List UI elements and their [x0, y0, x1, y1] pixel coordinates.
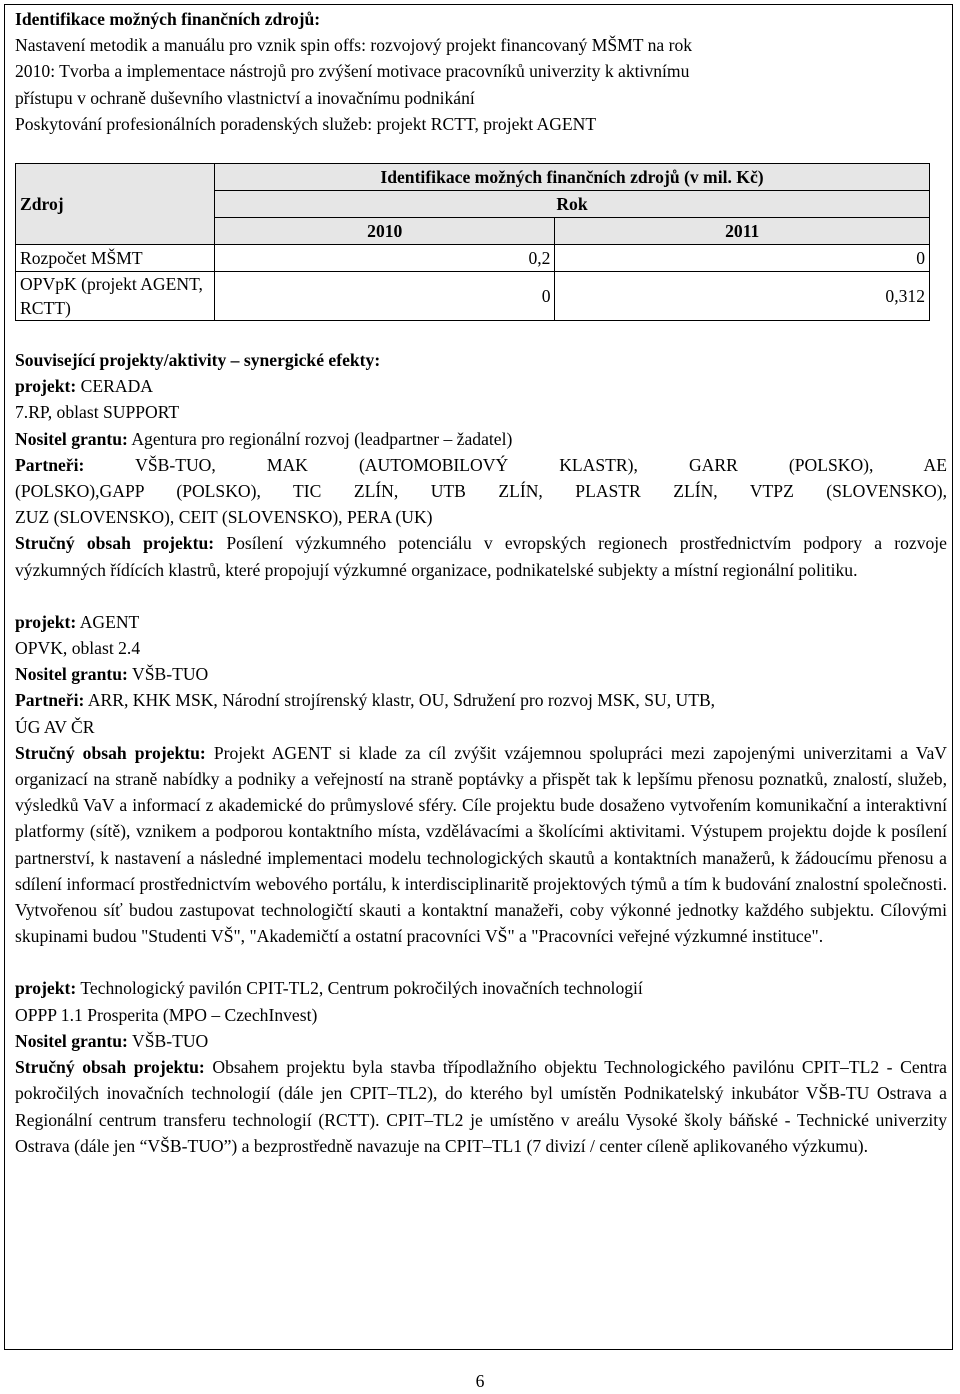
agent-partners-line-2: ÚG AV ČR [15, 716, 95, 737]
cerada-nositel-value: Agentura pro regionální rozvoj (leadpartner – žadatel) [131, 428, 513, 449]
projekt-label: projekt: [15, 611, 77, 632]
intro-line-3: přístupu v ochraně duševního vlastnictví a inovačnímu podnikání [15, 87, 475, 108]
table-cell-2010: 0 [215, 272, 555, 321]
agent-name: AGENT [79, 611, 140, 632]
agent-nositel-value: VŠB-TUO [131, 664, 209, 685]
agent-program: OPVK, oblast 2.4 [15, 638, 141, 659]
agent-title [15, 609, 947, 635]
partneri-label: Partneři: [15, 454, 85, 475]
table-year-2011: 2011 [555, 218, 930, 245]
table-cell-2011: 0 [555, 245, 930, 272]
cpit-summary [15, 1054, 947, 1159]
nositel-label: Nositel grantu: [15, 664, 128, 685]
table-year-2010: 2010 [215, 218, 555, 245]
projekt-label: projekt: [15, 376, 77, 397]
table-cell-source: OPVpK (projekt AGENT, RCTT) [16, 272, 215, 321]
obsah-label: Stručný obsah projektu: [15, 742, 206, 763]
cerada-partners-line-1 [15, 452, 947, 478]
cerada-partners-line-3: ZUZ (SLOVENSKO), CEIT (SLOVENSKO), PERA (UK) [15, 507, 433, 528]
intro-line-2: 2010: Tvorba a implementace nástrojů pro zvýšení motivace pracovníků univerzity k aktivnímu [15, 61, 690, 82]
finance-table [15, 163, 930, 321]
obsah-label: Stručný obsah projektu: [15, 1057, 205, 1078]
table-row [16, 245, 930, 272]
table-year-header: Rok [215, 191, 930, 218]
cerada-partners-line-2: (POLSKO),GAPP (POLSKO), TIC ZLÍN, UTB ZLÍN, PLASTR ZLÍN, VTPZ (SLOVENSKO), [15, 481, 947, 502]
cerada-summary-text: Posílení výzkumného potenciálu v evropských regionech prostřednictvím podpory a rozvoje výzkumných řídících klastrů, které propojují výzkumné organizace, podnikatelské subjekty a místní regionální politiku. [15, 533, 947, 580]
cerada-summary [15, 530, 947, 582]
nositel-label: Nositel grantu: [15, 428, 128, 449]
intro-line-4: Poskytování profesionálních poradenských služeb: projekt RCTT, projekt AGENT [15, 113, 597, 134]
table-cell-source: Rozpočet MŠMT [16, 245, 215, 272]
cerada-nositel [15, 426, 947, 452]
partneri-label: Partneři: [15, 690, 85, 711]
table-title: Identifikace možných finančních zdrojů (v mil. Kč) [215, 164, 930, 191]
cpit-title [15, 975, 947, 1001]
cerada-program: 7.RP, oblast SUPPORT [15, 402, 180, 423]
cpit-nositel-value: VŠB-TUO [131, 1030, 209, 1051]
intro-heading: Identifikace možných finančních zdrojů: [15, 9, 321, 29]
table-cell-2010: 0,2 [215, 245, 555, 272]
agent-nositel [15, 661, 947, 687]
agent-summary-text: Projekt AGENT si klade za cíl zvýšit vzájemnou spolupráci mezi zapojenými univerzitami a VaV organizací na straně nabídky a podniky a veřejností na straně poptávky a přispět tak k lepšímu přenosu poznatků, znalostí, služeb, výsledků VaV a informací z akademické do průmyslové sféry. Cíle projektu bude dosaženo vytvořením komunikační a interaktivní platformy (sítě), vznikem a podporou kontaktního místa, vzdělávacími a školícími aktivitami. Výstupem projektu dojde k posílení partnerství, k nastavení a následné implementaci modelu technologických skautů a kontaktních manažerů, k žádoucímu přenosu a sdílení informací prostřednictvím webového portálu, k interdisciplinaritě projektových týmů a tím k budování znalostní společnosti. Vytvořenou síť budou zastupovat technologičtí skauti a kontaktní manažeři, coby výkonné jednotky každého subjektu. Cílovými skupinami budou "Studenti VŠ", "Akademičtí a ostatní pracovníci VŠ" a "Pracovníci veřejné výzkumné instituce". [15, 742, 947, 947]
nositel-label: Nositel grantu: [15, 1030, 128, 1051]
document-body [15, 6, 947, 1159]
cpit-program: OPPP 1.1 Prosperita (MPO – CzechInvest) [15, 1004, 318, 1025]
cerada-title [15, 373, 947, 399]
spacer [15, 583, 947, 609]
table-source-header [16, 164, 215, 245]
spacer [15, 949, 947, 975]
agent-partners-value-1: ARR, KHK MSK, Národní strojírenský klastr, OU, Sdružení pro rozvoj MSK, SU, UTB, [87, 690, 716, 711]
cpit-summary-text: Obsahem projektu byla stavba třípodlažního objektu Technologického pavilónu CPIT–TL2 - Centra pokročilých inovačních technologií (dále jen CPIT–TL2), do kterého byl umístěn Podnikatelský inkubátor VŠB-TU Ostrava a Regionální centrum transferu technologií (RCTT). CPIT–TL2 je umístěno v areálu Vysoké školy báňské - Technické univerzity Ostrava (dále jen “VŠB-TUO”) a bezprostředně navazuje na CPIT–TL1 (7 divizí / center cíleně aplikovaného výzkumu). [15, 1057, 947, 1156]
obsah-label: Stručný obsah projektu: [15, 533, 215, 554]
cpit-nositel [15, 1028, 947, 1054]
page-number: 6 [475, 1371, 485, 1391]
table-cell-2011: 0,312 [555, 272, 930, 321]
intro-line-1: Nastavení metodik a manuálu pro vznik spin offs: rozvojový projekt financovaný MŠMT na rok [15, 35, 693, 56]
source-header-text: Zdroj [20, 194, 64, 215]
synergy-heading: Související projekty/aktivity – synergické efekty: [15, 350, 381, 371]
cpit-name: Technologický pavilón CPIT-TL2, Centrum pokročilých inovačních technologií [80, 978, 643, 999]
cerada-partners-value-1: VŠB-TUO, MAK (AUTOMOBILOVÝ KLASTR), GARR (POLSKO), AE [135, 454, 947, 475]
agent-summary [15, 740, 947, 950]
projekt-label: projekt: [15, 978, 77, 999]
table-row [16, 272, 930, 321]
cerada-name: CERADA [80, 376, 153, 397]
agent-partners-line-1 [15, 687, 947, 713]
